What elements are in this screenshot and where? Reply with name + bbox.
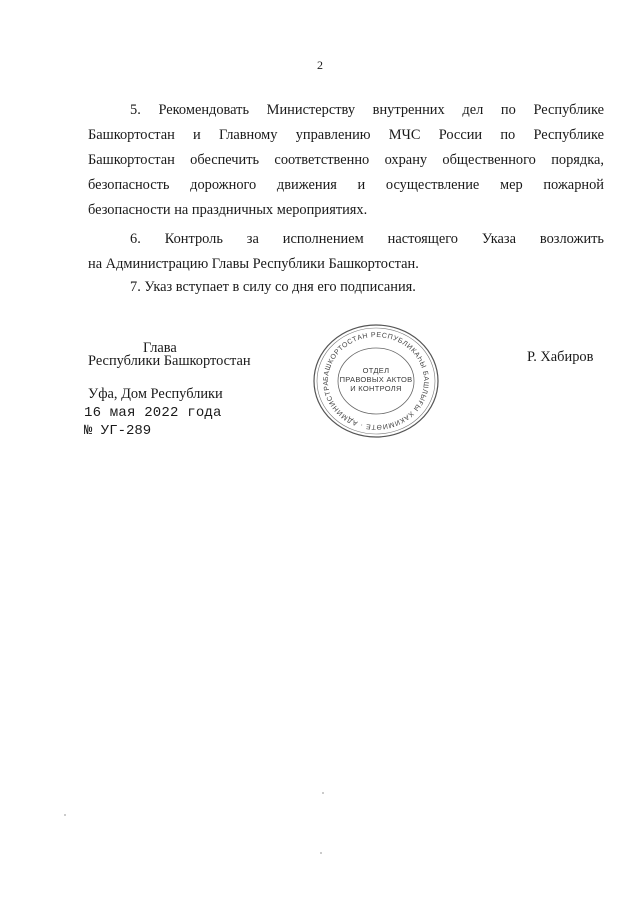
signing-place: Уфа, Дом Республики <box>88 386 223 402</box>
paragraph-line: безопасность дорожного движения и осуществление мер пожарной <box>88 177 604 193</box>
decree-number: № УГ-289 <box>84 423 152 439</box>
paragraph-line: Башкортостан обеспечить соответственно охрану общественного порядка, <box>88 152 604 168</box>
paragraph-7 <box>88 275 604 300</box>
paragraph-line: на Администрацию Главы Республики Башкортостан. <box>88 256 419 272</box>
paragraph-6 <box>88 227 604 277</box>
paragraph-line: Башкортостан и Главному управлению МЧС России по Республике <box>88 127 604 143</box>
signing-date: 16 мая 2022 года <box>84 405 222 421</box>
signatory-name: Р. Хабиров <box>527 349 594 365</box>
stamp-outer-text: БАШКОРТОСТАН РЕСПУБЛИКАҺЫ БАШЛЫҒЫ ХАКИМИӘТЕ · АДМИНИСТРА <box>322 331 430 431</box>
page-number: 2 <box>317 58 323 72</box>
official-stamp <box>311 322 441 440</box>
scan-speck <box>320 852 322 854</box>
paragraph-line: 6. Контроль за исполнением настоящего Указа возложить <box>130 231 604 247</box>
paragraph-5 <box>88 98 604 223</box>
paragraph-line: 5. Рекомендовать Министерству внутренних дел по Республике <box>130 102 604 118</box>
stamp-center-line3: И КОНТРОЛЯ <box>350 384 402 393</box>
scan-speck <box>322 792 324 794</box>
signatory-title-line2: Республики Башкортостан <box>88 353 251 369</box>
paragraph-line: 7. Указ вступает в силу со дня его подписания. <box>130 279 416 295</box>
signatory-title-line1: Глава <box>143 340 177 356</box>
stamp-center-line1: ОТДЕЛ <box>362 366 390 375</box>
paragraph-line: безопасности на праздничных мероприятиях. <box>88 202 368 218</box>
scan-speck <box>64 814 66 816</box>
stamp-center-line2: ПРАВОВЫХ АКТОВ <box>339 375 413 384</box>
